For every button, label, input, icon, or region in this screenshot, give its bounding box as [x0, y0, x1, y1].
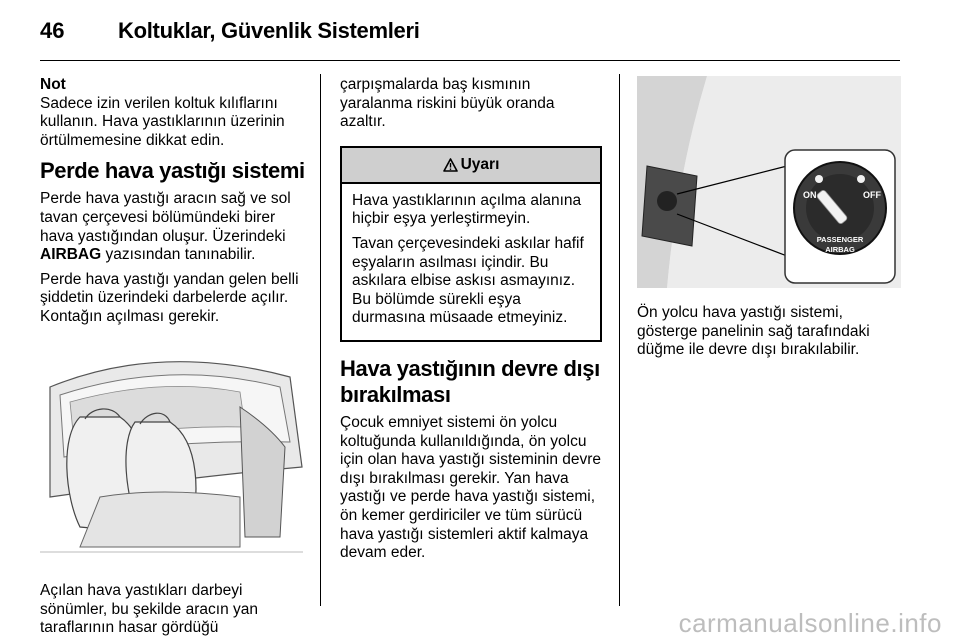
curtain-airbag-illustration [40, 347, 303, 559]
paragraph: Çocuk emniyet sistemi ön yolcu koltuğunda kullanıldığında, ön yolcu için olan hava yastığı sisteminin devre dışı bırakılması gerekir. Yan hava yastığı ve perde hava yastığı sistemi, ön kemer gerdiriciler ve tüm sürücü hava yastığı sistemleri aktif kalmaya devam eder. [340, 413, 602, 562]
section-title-curtain-airbag: Perde hava yastığı sistemi [40, 158, 305, 184]
switch-label-airbag: AIRBAG [825, 245, 855, 254]
paragraph: Açılan hava yastıkları darbeyi sönümler, bu şekilde aracın yan taraflarının hasar gördüğü [40, 582, 258, 637]
switch-label-on: ON [803, 190, 817, 200]
warning-text: Tavan çerçevesindeki askılar hafif eşyaların asılması içindir. Bu askılara elbise askısı asmayınız. Bu bölümde sürekli eşya durmasına müsaade etmeyiniz. [352, 234, 584, 327]
column-divider [619, 74, 620, 606]
paragraph: çarpışmalarda baş kısmının yaralanma riskini büyük oranda azaltır. [340, 76, 555, 131]
paragraph: Ön yolcu hava yastığı sistemi, gösterge panelinin sağ tarafındaki düğme ile devre dışı bırakılabilir. [637, 304, 870, 359]
switch-label-off: OFF [863, 190, 881, 200]
note-text: Sadece izin verilen koltuk kılıflarını kullanın. Hava yastıklarının üzerinin örtülmemesine dikkat edin. [40, 94, 285, 149]
paragraph: Perde hava yastığı yandan gelen belli şiddetin üzerindeki darbelerde açılır. Kontağın açılması gerekir. [40, 270, 299, 325]
warning-box [340, 146, 602, 342]
warning-triangle-icon [443, 158, 458, 172]
warning-text: Hava yastıklarının açılma alanına hiçbir eşya yerleştirmeyin. [352, 191, 582, 228]
switch-label-passenger: PASSENGER [816, 235, 864, 244]
watermark: carmanualsonline.info [678, 608, 942, 638]
passenger-airbag-switch-illustration [637, 76, 901, 288]
page-title: Koltuklar, Güvenlik Sistemleri [118, 18, 420, 43]
text-run: yazısından tanınabilir. [101, 246, 256, 264]
column-divider [320, 74, 321, 606]
text-run: Perde hava yastığı aracın sağ ve sol tavan çerçevesi bölümündeki birer hava yastığından oluşur. Üzerindeki [40, 190, 291, 245]
note-heading: Not [40, 76, 66, 93]
column-left [40, 76, 305, 644]
airbag-keyword: AIRBAG [40, 246, 102, 264]
section-title-airbag-deactivation: Hava yastığının devre dışı bırakılması [340, 355, 600, 407]
warning-title: Uyarı [460, 155, 500, 173]
note-block [40, 76, 305, 150]
page-number: 46 [40, 18, 65, 43]
column-middle [340, 76, 602, 569]
column-right [637, 76, 901, 366]
page-header [40, 16, 900, 61]
warning-header [342, 148, 600, 184]
warning-body [342, 184, 600, 340]
paragraph [40, 190, 305, 264]
